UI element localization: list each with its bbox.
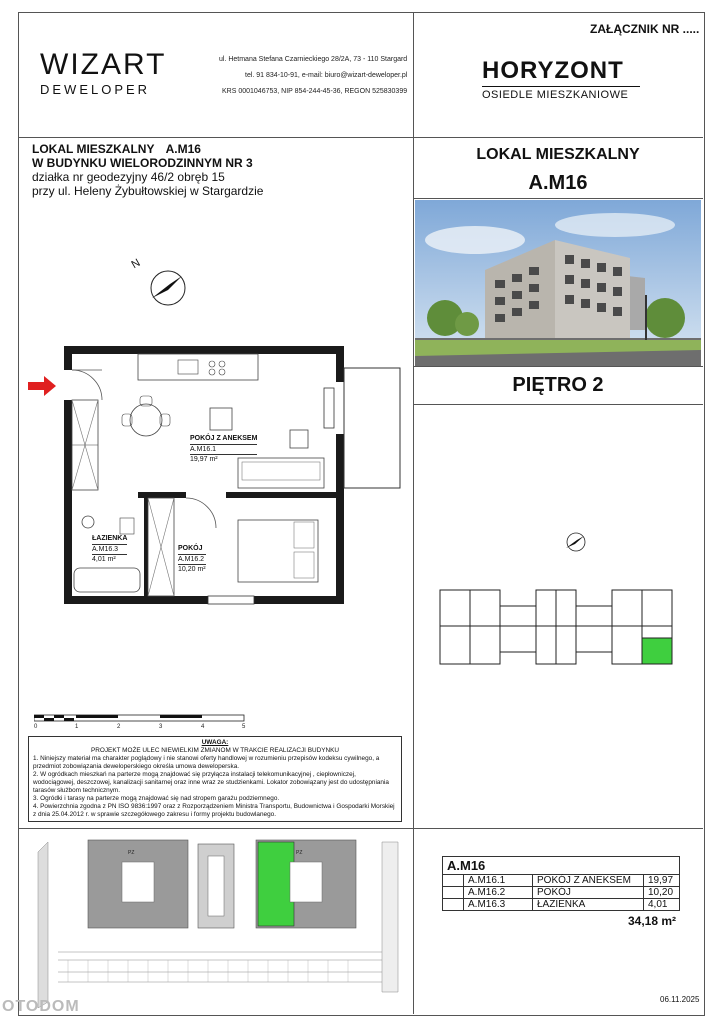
room-label-bathroom-name: ŁAZIENKA	[92, 535, 128, 542]
room-label-bathroom-code: A.M16.3	[92, 544, 127, 554]
area-table-row	[442, 875, 680, 887]
unit-info-code: A.M16	[165, 142, 201, 156]
site-plan-label-pz-1: PZ	[128, 850, 135, 856]
project-logo-sub: OSIEDLE MIESZKANIOWE	[482, 89, 629, 101]
unit-info-type: LOKAL MIESZKALNY	[32, 142, 155, 156]
key-plan-drawing	[436, 580, 696, 670]
floor-plan-drawing	[28, 340, 408, 620]
developer-logo-sub: DEWELOPER	[40, 82, 151, 97]
scale-tick-4: 4	[201, 724, 205, 730]
area-table	[442, 856, 680, 928]
developer-address: ul. Hetmana Stefana Czarnieckiego 28/2A, 73 - 110 Stargard	[219, 56, 408, 63]
notes-title: UWAGA:	[201, 739, 229, 746]
scale-bar-graphic	[34, 713, 250, 725]
footer-date: 06.11.2025	[660, 995, 700, 1004]
compass-icon	[148, 268, 188, 308]
area-table-row-code: A.M16.1	[463, 875, 532, 886]
room-label-bedroom-area: 10,20 m²	[178, 566, 206, 573]
area-table-row-code: A.M16.2	[463, 887, 532, 898]
room-label-bathroom-area: 4,01 m²	[92, 554, 127, 564]
floor-plan	[28, 340, 408, 620]
scale-tick-0: 0	[34, 724, 38, 730]
unit-info-plot: działka nr geodezyjny 46/2 obręb 15	[32, 170, 225, 184]
project-logo-main: HORYZONT	[482, 57, 624, 84]
notes-box	[28, 736, 402, 822]
floor-label: PIĘTRO 2	[512, 374, 604, 396]
notes-subtitle: PROJEKT MOŻE ULEC NIEWIELKIM ZMIANOM W TRAKCIE REALIZACJI BUDYNKU	[91, 747, 339, 754]
scale-tick-1: 1	[75, 724, 79, 730]
scale-tick-3: 3	[159, 724, 163, 730]
scale-bar	[34, 712, 250, 736]
key-plan-compass-icon	[556, 530, 590, 554]
developer-logo-main: WIZART	[40, 48, 167, 81]
area-table-total: 34,18 m²	[627, 914, 676, 928]
key-plan-compass	[556, 530, 590, 554]
area-table-row-area: 10,20	[643, 887, 679, 898]
area-table-row-area: 4,01	[643, 899, 679, 910]
building-render	[415, 200, 701, 366]
unit-info	[32, 142, 263, 198]
unit-info-street: przy ul. Heleny Żybułtowskiej w Stargardzie	[32, 184, 264, 198]
developer-logo	[40, 48, 167, 97]
room-label-bedroom	[178, 544, 206, 574]
room-label-living	[190, 434, 257, 464]
unit-info-building: W BUDYNKU WIELORODZINNYM NR 3	[32, 156, 253, 170]
notes-item-3: 3. Ogródki i tarasy na parterze mogą znajdować się nad stropem garażu podziemnego.	[33, 795, 280, 802]
site-plan	[28, 832, 408, 1008]
right-unit-type: LOKAL MIESZKALNY	[476, 146, 640, 163]
compass-north-label: N	[129, 256, 143, 272]
right-panel-divider-3	[413, 404, 703, 405]
room-label-bedroom-code: A.M16.2	[178, 556, 205, 563]
area-table-row-name: ŁAZIENKA	[532, 899, 643, 910]
header-divider-horizontal	[18, 137, 703, 138]
room-label-living-code: A.M16.1	[190, 444, 257, 454]
site-plan-label-pz-2: PZ	[296, 850, 303, 856]
area-table-row-area: 19,97	[643, 875, 679, 886]
developer-registry: KRS 0001046753, NIP 854-244-45-36, REGON 525830399	[222, 88, 408, 95]
notes-item-4: 4. Powierzchnia zgodna z PN ISO 9836:1997 oraz z Rozporządzeniem Ministra Transportu, Budownictwa i Gospodarki Morskiej z dnia 25.04.2012 r. w sprawie szczegółowego zakresu i formy projektu budowlanego.	[33, 803, 395, 818]
area-table-row-code: A.M16.3	[463, 899, 532, 910]
notes-item-1: 1. Niniejszy materiał ma charakter poglądowy i nie stanowi oferty handlowej w rozumieniu przepisów kodeksu cywilnego, a przedmiot zobowiązania deweloperskiego określa umowa deweloperska.	[33, 755, 380, 770]
room-label-living-area: 19,97 m²	[190, 454, 257, 464]
project-logo	[482, 58, 642, 101]
developer-contact: tel. 91 834-10-91, e-mail: biuro@wizart-deweloper.pl	[245, 72, 408, 79]
area-table-row-name: POKÓJ Z ANEKSEM	[532, 875, 643, 886]
compass	[130, 258, 190, 308]
area-table-row-name: POKÓJ	[532, 887, 643, 898]
key-plan	[436, 580, 696, 670]
right-panel-divider-2	[413, 366, 703, 367]
room-label-bathroom	[92, 534, 127, 564]
area-table-row	[442, 887, 680, 899]
room-label-bedroom-name: POKÓJ	[178, 545, 203, 552]
right-unit-code: A.M16	[528, 172, 588, 194]
project-logo-rule	[482, 86, 640, 87]
area-table-title: A.M16	[442, 856, 680, 875]
site-plan-drawing	[28, 832, 408, 1008]
area-table-row	[442, 899, 680, 911]
unit-info-line1	[32, 142, 263, 156]
right-panel-divider-1	[413, 198, 703, 199]
building-render-image	[415, 200, 701, 366]
bottom-divider	[18, 828, 703, 829]
annex-label: ZAŁĄCZNIK NR .....	[590, 22, 700, 36]
notes-item-2: 2. W ogródkach mieszkań na parterze mogą znajdować się przyłącza instalacji telekomunikacyjnej , ciepłowniczej, wodociągowej, deszczowej, kanalizacji sanitarnej oraz inne wraz ze studzienkami. Lokator zobowiązany jest do udostępniania tarasów służbom technicznym.	[33, 771, 389, 794]
footer-watermark: OTODOM	[2, 998, 80, 1015]
room-label-living-name: POKÓJ Z ANEKSEM	[190, 435, 258, 442]
scale-tick-5: 5	[242, 724, 246, 730]
scale-tick-2: 2	[117, 724, 121, 730]
